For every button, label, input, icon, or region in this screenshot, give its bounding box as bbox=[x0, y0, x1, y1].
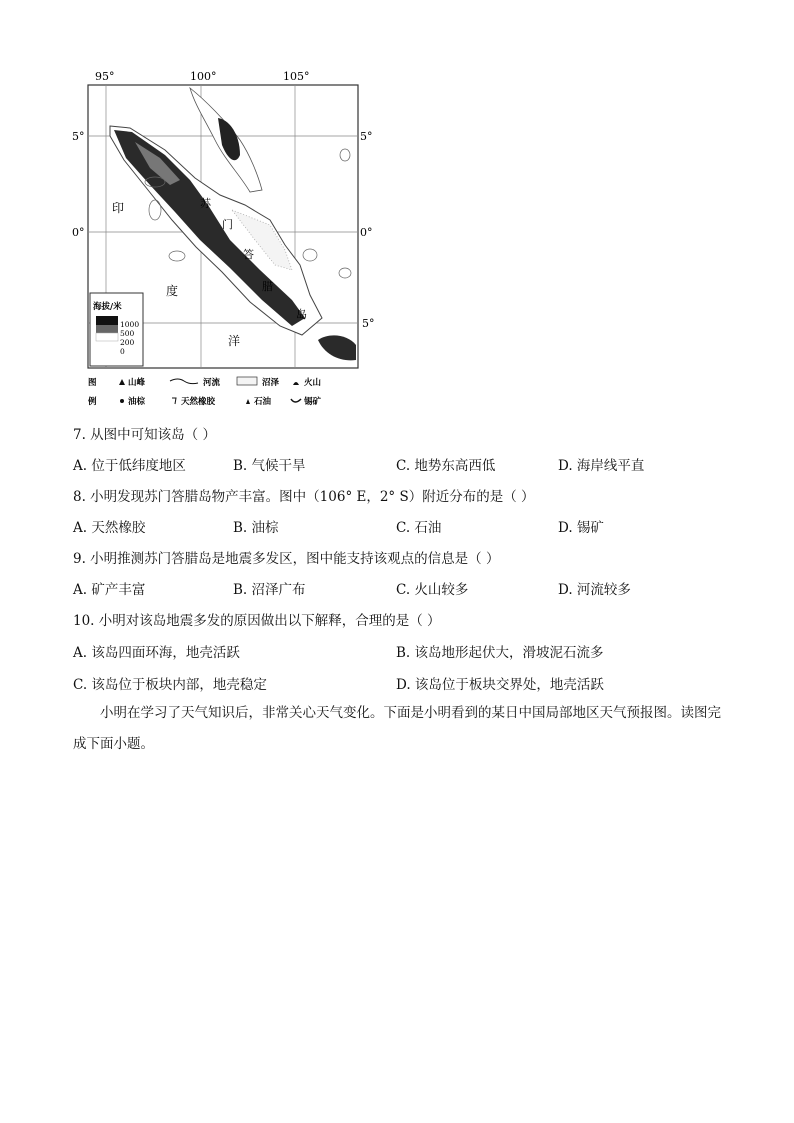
option: A. 矿产丰富 bbox=[73, 582, 146, 598]
svg-text:例: 例 bbox=[88, 397, 97, 407]
option: B. 油棕 bbox=[233, 520, 279, 536]
question-8: 8. 小明发现苏门答腊岛物产丰富。图中（106° E，2° S）附近分布的是（ ） bbox=[73, 489, 535, 505]
volcano-icon bbox=[293, 382, 299, 385]
island-label: 苏 bbox=[200, 197, 211, 210]
svg-text:500: 500 bbox=[120, 329, 135, 338]
svg-text:天然橡胶: 天然橡胶 bbox=[181, 397, 216, 407]
island-label: 门 bbox=[222, 218, 233, 231]
svg-text:1000: 1000 bbox=[120, 320, 140, 329]
swamp-icon bbox=[237, 377, 257, 385]
svg-text:石油: 石油 bbox=[254, 397, 272, 407]
option: A. 位于低纬度地区 bbox=[73, 458, 186, 474]
java-tip bbox=[318, 335, 356, 360]
question-9: 9. 小明推测苏门答腊岛是地震多发区，图中能支持该观点的信息是（ ） bbox=[73, 551, 500, 567]
svg-text:0: 0 bbox=[120, 347, 125, 356]
lat-label: 0° bbox=[72, 226, 85, 239]
svg-text:油棕: 油棕 bbox=[128, 397, 146, 407]
svg-text:山峰: 山峰 bbox=[128, 378, 146, 388]
island-label: 岛 bbox=[296, 308, 307, 321]
lon-label: 105° bbox=[283, 70, 310, 83]
svg-text:锡矿: 锡矿 bbox=[304, 397, 322, 407]
svg-text:沼泽: 沼泽 bbox=[262, 378, 280, 388]
lon-label: 100° bbox=[190, 70, 217, 83]
island-label: 腊 bbox=[262, 280, 273, 293]
svg-text:200: 200 bbox=[120, 338, 135, 347]
option: B. 该岛地形起伏大，滑坡泥石流多 bbox=[396, 645, 604, 661]
oil-icon bbox=[246, 399, 250, 404]
svg-text:河流: 河流 bbox=[203, 378, 221, 388]
symbol-legend bbox=[88, 377, 322, 407]
svg-text:火山: 火山 bbox=[304, 378, 322, 388]
passage: 小明在学习了天气知识后，非常关心天气变化。下面是小明看到的某日中国局部地区天气预报图。读图完成下面小题。 bbox=[73, 705, 721, 752]
option: D. 该岛位于板块交界处，地壳活跃 bbox=[396, 677, 604, 693]
option: C. 石油 bbox=[396, 520, 442, 536]
question-7: 7. 从图中可知该岛（ ） bbox=[73, 427, 216, 443]
oil-palm-icon bbox=[120, 399, 124, 403]
ocean-label: 洋 bbox=[228, 334, 241, 348]
question-10: 10. 小明对该岛地震多发的原因做出以下解释，合理的是（ ） bbox=[73, 613, 441, 629]
ocean-label: 度 bbox=[166, 284, 179, 298]
option: D. 河流较多 bbox=[558, 582, 631, 598]
option: C. 该岛位于板块内部，地壳稳定 bbox=[73, 677, 267, 693]
lat-label: 5° bbox=[360, 130, 373, 143]
svg-text:海拔/米: 海拔/米 bbox=[93, 302, 122, 312]
option: C. 火山较多 bbox=[396, 582, 469, 598]
lat-label: 5° bbox=[362, 317, 375, 330]
option: D. 锡矿 bbox=[558, 520, 604, 536]
lat-label: 0° bbox=[360, 226, 373, 239]
island-label: 答 bbox=[243, 248, 254, 261]
option: A. 天然橡胶 bbox=[73, 520, 146, 536]
lat-label: 5° bbox=[72, 130, 85, 143]
option: D. 海岸线平直 bbox=[558, 458, 645, 474]
option: B. 气候干旱 bbox=[233, 458, 306, 474]
option: B. 沼泽广布 bbox=[233, 582, 306, 598]
option: A. 该岛四面环海，地壳活跃 bbox=[73, 645, 240, 661]
lon-label: 95° bbox=[95, 70, 115, 83]
sumatra-map bbox=[70, 62, 375, 412]
option: C. 地势东高西低 bbox=[396, 458, 496, 474]
peninsula-highland bbox=[218, 118, 240, 160]
tin-icon bbox=[291, 399, 301, 402]
peak-icon bbox=[119, 379, 125, 385]
rubber-icon bbox=[172, 398, 176, 404]
svg-text:图: 图 bbox=[88, 378, 97, 388]
ocean-label: 印 bbox=[112, 201, 125, 215]
river-icon bbox=[170, 379, 198, 384]
